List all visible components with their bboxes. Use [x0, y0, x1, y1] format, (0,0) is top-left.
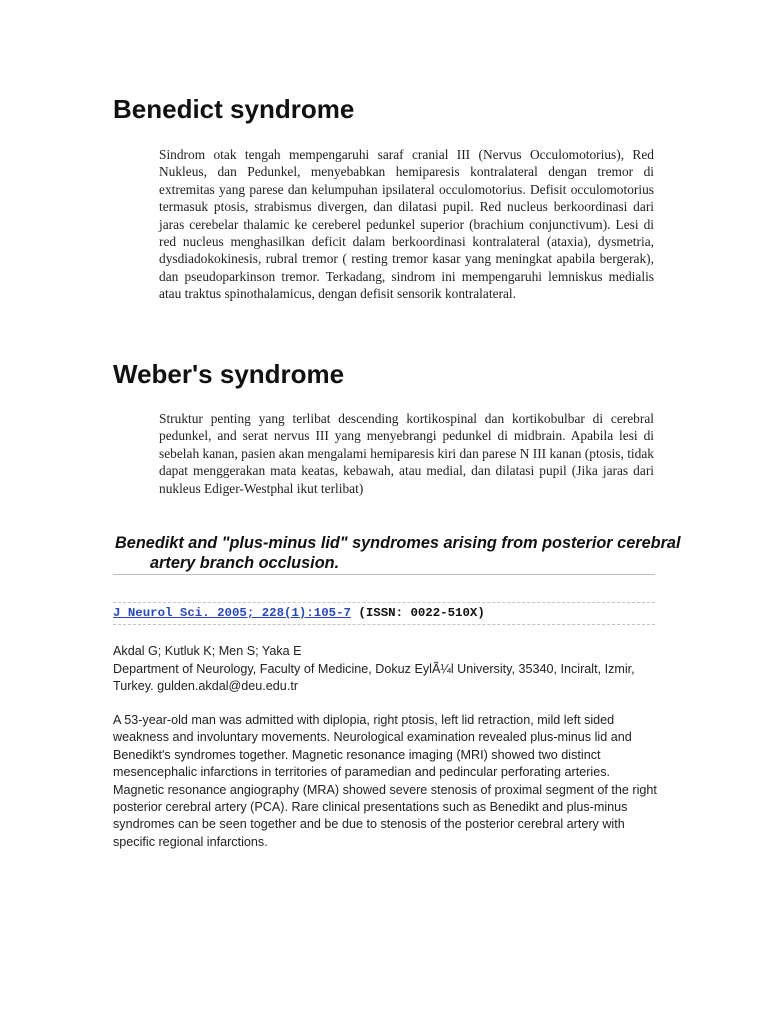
abstract-text: A 53-year-old man was admitted with diplopia, right ptosis, left lid retraction, mild left sided weakness and involuntary movements. Neurological examination revealed plus-minus lid and Benedikt's syndromes together. Magnetic resonance imaging (MRI) showed two distinct mesencephalic infarctions in territories of paramedian and pedincular perforating arteries. Magnetic resonance angiography (MRA) showed severe stenosis of proximal segment of the right posterior cerebral artery (PCA). Rare clinical presentations such as Benedikt and plus-minus syndromes can be seen together and be due to stenosis of the posterior cerebral artery with specific regional infarctions. [113, 713, 657, 849]
citation-top-divider [113, 602, 655, 603]
citation-line [113, 605, 485, 621]
journal-citation-link[interactable]: J Neurol Sci. 2005; 228(1):105-7 [113, 606, 351, 620]
webers-syndrome-heading: Weber's syndrome [113, 359, 345, 389]
title-divider [113, 574, 655, 575]
issn-text: (ISSN: 0022-510X) [350, 606, 485, 620]
benedict-syndrome-heading: Benedict syndrome [113, 94, 355, 124]
webers-syndrome-paragraph: Struktur penting yang terlibat descending kortikospinal dan kortikobulbar di cerebral pedunkel, and serat nervus III yang menyebrangi pedunkel di midbrain. Apabila lesi di sebelah kanan, pasien akan mengalami hemiparesis kiri dan parese N III kanan (ptosis, tidak dapat menggerakan mata keatas, kebawah, atau medial, dan dilatasi pupil (Jika jaras dari nukleus Ediger-Westphal ikut terlibat) [159, 411, 654, 496]
authors-line: Akdal G; Kutluk K; Men S; Yaka E [113, 644, 302, 658]
affiliation-text: Department of Neurology, Faculty of Medicine, Dokuz EylÃ¼l University, 35340, Inciralt, Izmir, Turkey. gulden.akdal@deu.edu.tr [113, 662, 635, 694]
citation-bottom-divider [113, 624, 655, 625]
benedict-syndrome-paragraph: Sindrom otak tengah mempengaruhi saraf cranial III (Nervus Occulomotorius), Red Nukleus, dan Pedunkel, menyebabkan hemiparesis kontralateral dengan tremor di extremitas yang parese dan kelumpuhan ipsilateral occulomotorius. Defisit occulomotorius termasuk ptosis, strabismus divergen, dan dilatasi pupil. Red nucleus berkoordinasi dari jaras cerebelar thalamic ke cereberel pedunkel superior (brachium conjunctivum). Lesi di red nucleus menghasilkan deficit dalam berkoordinasi kontralateral (ataxia), dysmetria, dysdiadokokinesis, rubral tremor ( resting tremor kasar yang meningkat apabila bergerak), dan pseudoparkinson tremor. Terkadang, sindrom ini mempengaruhi lemniskus medialis atau traktus spinothalamicus, dengan defisit sensorik kontralateral. [159, 147, 654, 302]
article-title: Benedikt and "plus-minus lid" syndromes arising from posterior cerebral artery branch occlusion. [115, 534, 681, 572]
